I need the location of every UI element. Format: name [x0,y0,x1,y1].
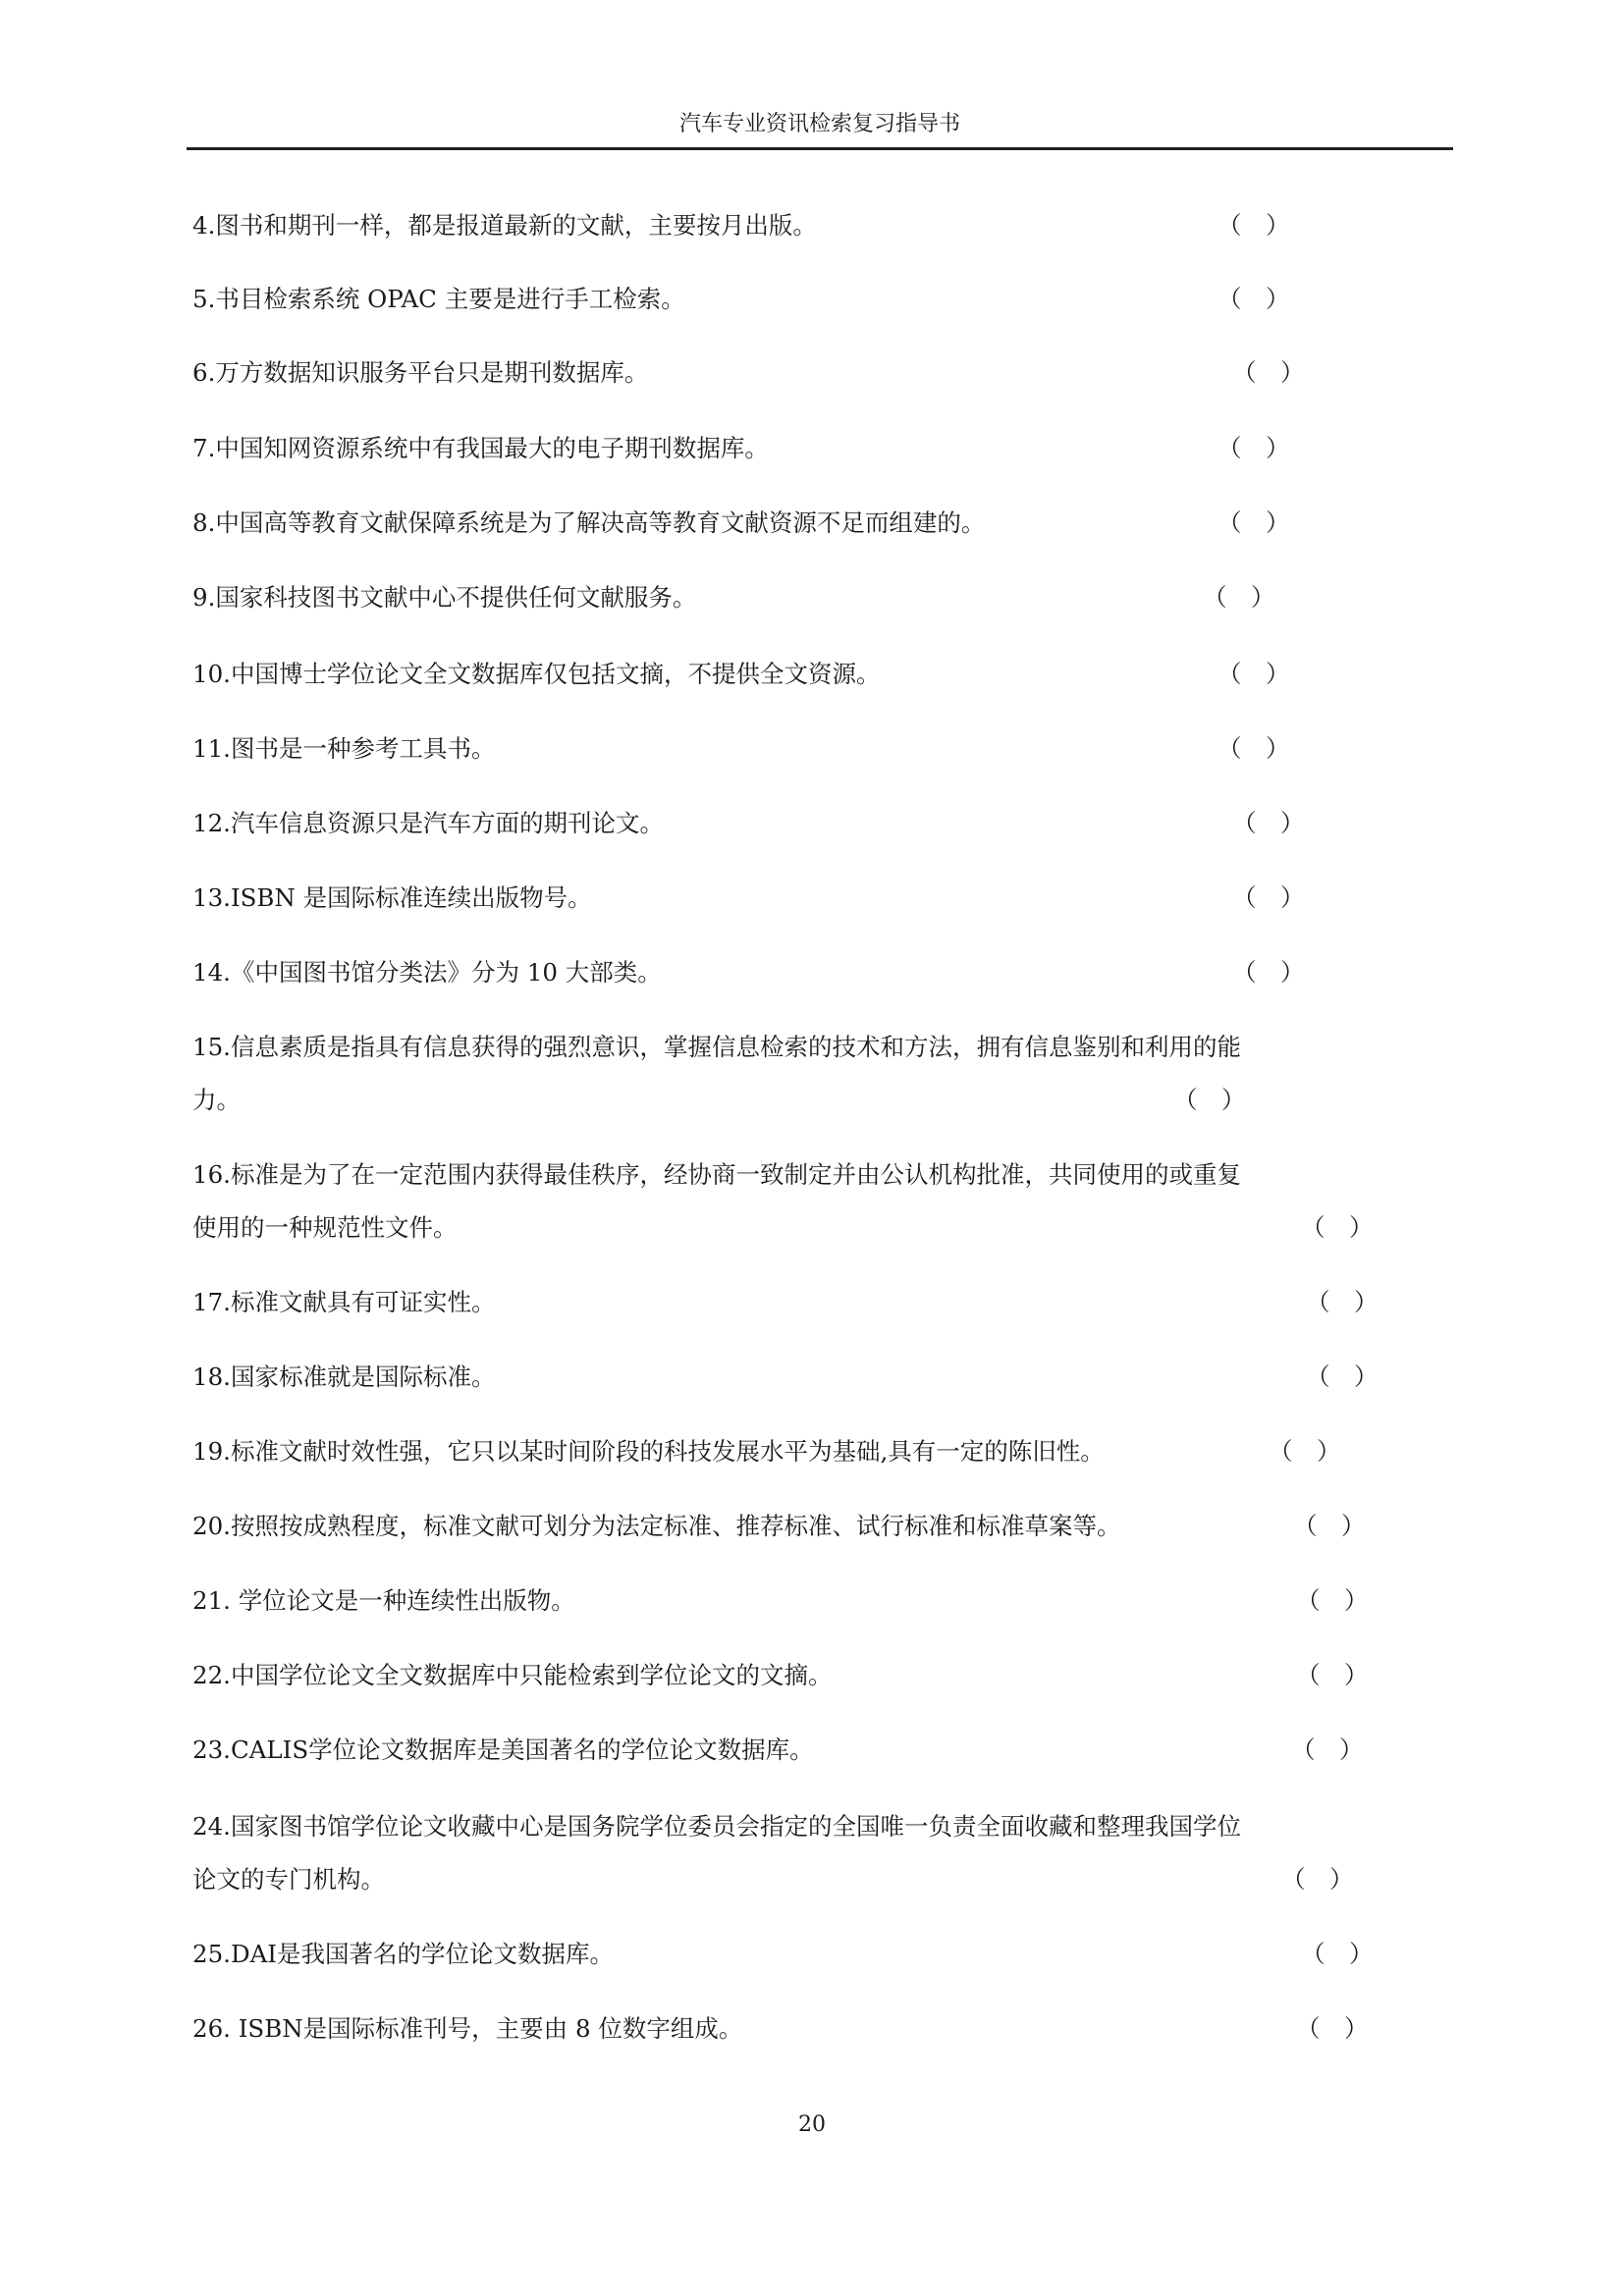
answer-blank[interactable]: （ ） [1232,809,1305,837]
question-text: 14.《中国图书馆分类法》分为 10 大部类。 [192,958,662,987]
question-text: 9.国家科技图书文献中心不提供任何文献服务。 [192,583,697,612]
question-text-continued: 力。 [192,1086,241,1114]
question-text: 11.图书是一种参考工具书。 [192,734,496,763]
answer-blank[interactable]: （ ） [1218,660,1290,688]
question-text: 20.按照按成熟程度，标准文献可划分为法定标准、推荐标准、试行标准和标准草案等。 [192,1512,1121,1540]
answer-blank[interactable]: （ ） [1306,1288,1379,1316]
question-text: 15.信息素质是指具有信息获得的强烈意识，掌握信息检索的技术和方法，拥有信息鉴别和利用的能 [192,1033,1241,1061]
question-text: 23.CALIS学位论文数据库是美国著名的学位论文数据库。 [192,1735,814,1764]
answer-blank[interactable]: （ ） [1218,734,1290,763]
answer-blank[interactable]: （ ） [1218,508,1290,537]
question-text: 8.中国高等教育文献保障系统是为了解决高等教育文献资源不足而组建的。 [192,508,986,537]
question-text: 24.国家图书馆学位论文收藏中心是国务院学位委员会指定的全国唯一负责全面收藏和整理我国学位 [192,1812,1241,1841]
page-number: 20 [798,2112,826,2137]
answer-blank[interactable]: （ ） [1203,583,1275,612]
question-text: 18.国家标准就是国际标准。 [192,1362,496,1391]
answer-blank[interactable]: （ ） [1218,434,1290,462]
question-text-continued: 论文的专门机构。 [192,1865,385,1894]
answer-blank[interactable]: （ ） [1269,1437,1341,1466]
question-text-continued: 使用的一种规范性文件。 [192,1213,458,1242]
answer-blank[interactable]: （ ） [1281,1865,1354,1894]
question-text: 26. ISBN是国际标准刊号，主要由 8 位数字组成。 [192,2014,743,2043]
question-text: 12.汽车信息资源只是汽车方面的期刊论文。 [192,809,664,837]
question-text: 19.标准文献时效性强，它只以某时间阶段的科技发展水平为基础,具有一定的陈旧性。 [192,1437,1105,1466]
answer-blank[interactable]: （ ） [1232,958,1305,987]
answer-blank[interactable]: （ ） [1218,285,1290,313]
question-text: 13.ISBN 是国际标准连续出版物号。 [192,883,592,912]
question-text: 4.图书和期刊一样，都是报道最新的文献，主要按月出版。 [192,211,817,240]
answer-blank[interactable]: （ ） [1293,1512,1366,1540]
question-text: 6.万方数据知识服务平台只是期刊数据库。 [192,358,649,387]
answer-blank[interactable]: （ ） [1306,1362,1379,1391]
question-text: 22.中国学位论文全文数据库中只能检索到学位论文的文摘。 [192,1661,833,1689]
page-header-title: 汽车专业资讯检索复习指导书 [678,112,960,136]
answer-blank[interactable]: （ ） [1218,211,1290,240]
question-text: 7.中国知网资源系统中有我国最大的电子期刊数据库。 [192,434,769,462]
answer-blank[interactable]: （ ） [1291,1735,1364,1764]
answer-blank[interactable]: （ ） [1296,2014,1369,2043]
question-text: 16.标准是为了在一定范围内获得最佳秩序，经协商一致制定并由公认机构批准，共同使用的或重复 [192,1160,1241,1189]
answer-blank[interactable]: （ ） [1232,358,1305,387]
answer-blank[interactable]: （ ） [1301,1940,1374,1968]
answer-blank[interactable]: （ ） [1301,1213,1374,1242]
question-text: 21. 学位论文是一种连续性出版物。 [192,1586,575,1615]
answer-blank[interactable]: （ ） [1173,1086,1246,1114]
answer-blank[interactable]: （ ） [1296,1661,1369,1689]
header-divider [187,147,1453,150]
question-text: 10.中国博士学位论文全文数据库仅包括文摘，不提供全文资源。 [192,660,881,688]
question-text: 17.标准文献具有可证实性。 [192,1288,496,1316]
answer-blank[interactable]: （ ） [1296,1586,1369,1615]
answer-blank[interactable]: （ ） [1232,883,1305,912]
question-text: 5.书目检索系统 OPAC 主要是进行手工检索。 [192,285,685,313]
question-text: 25.DAI是我国著名的学位论文数据库。 [192,1940,614,1968]
